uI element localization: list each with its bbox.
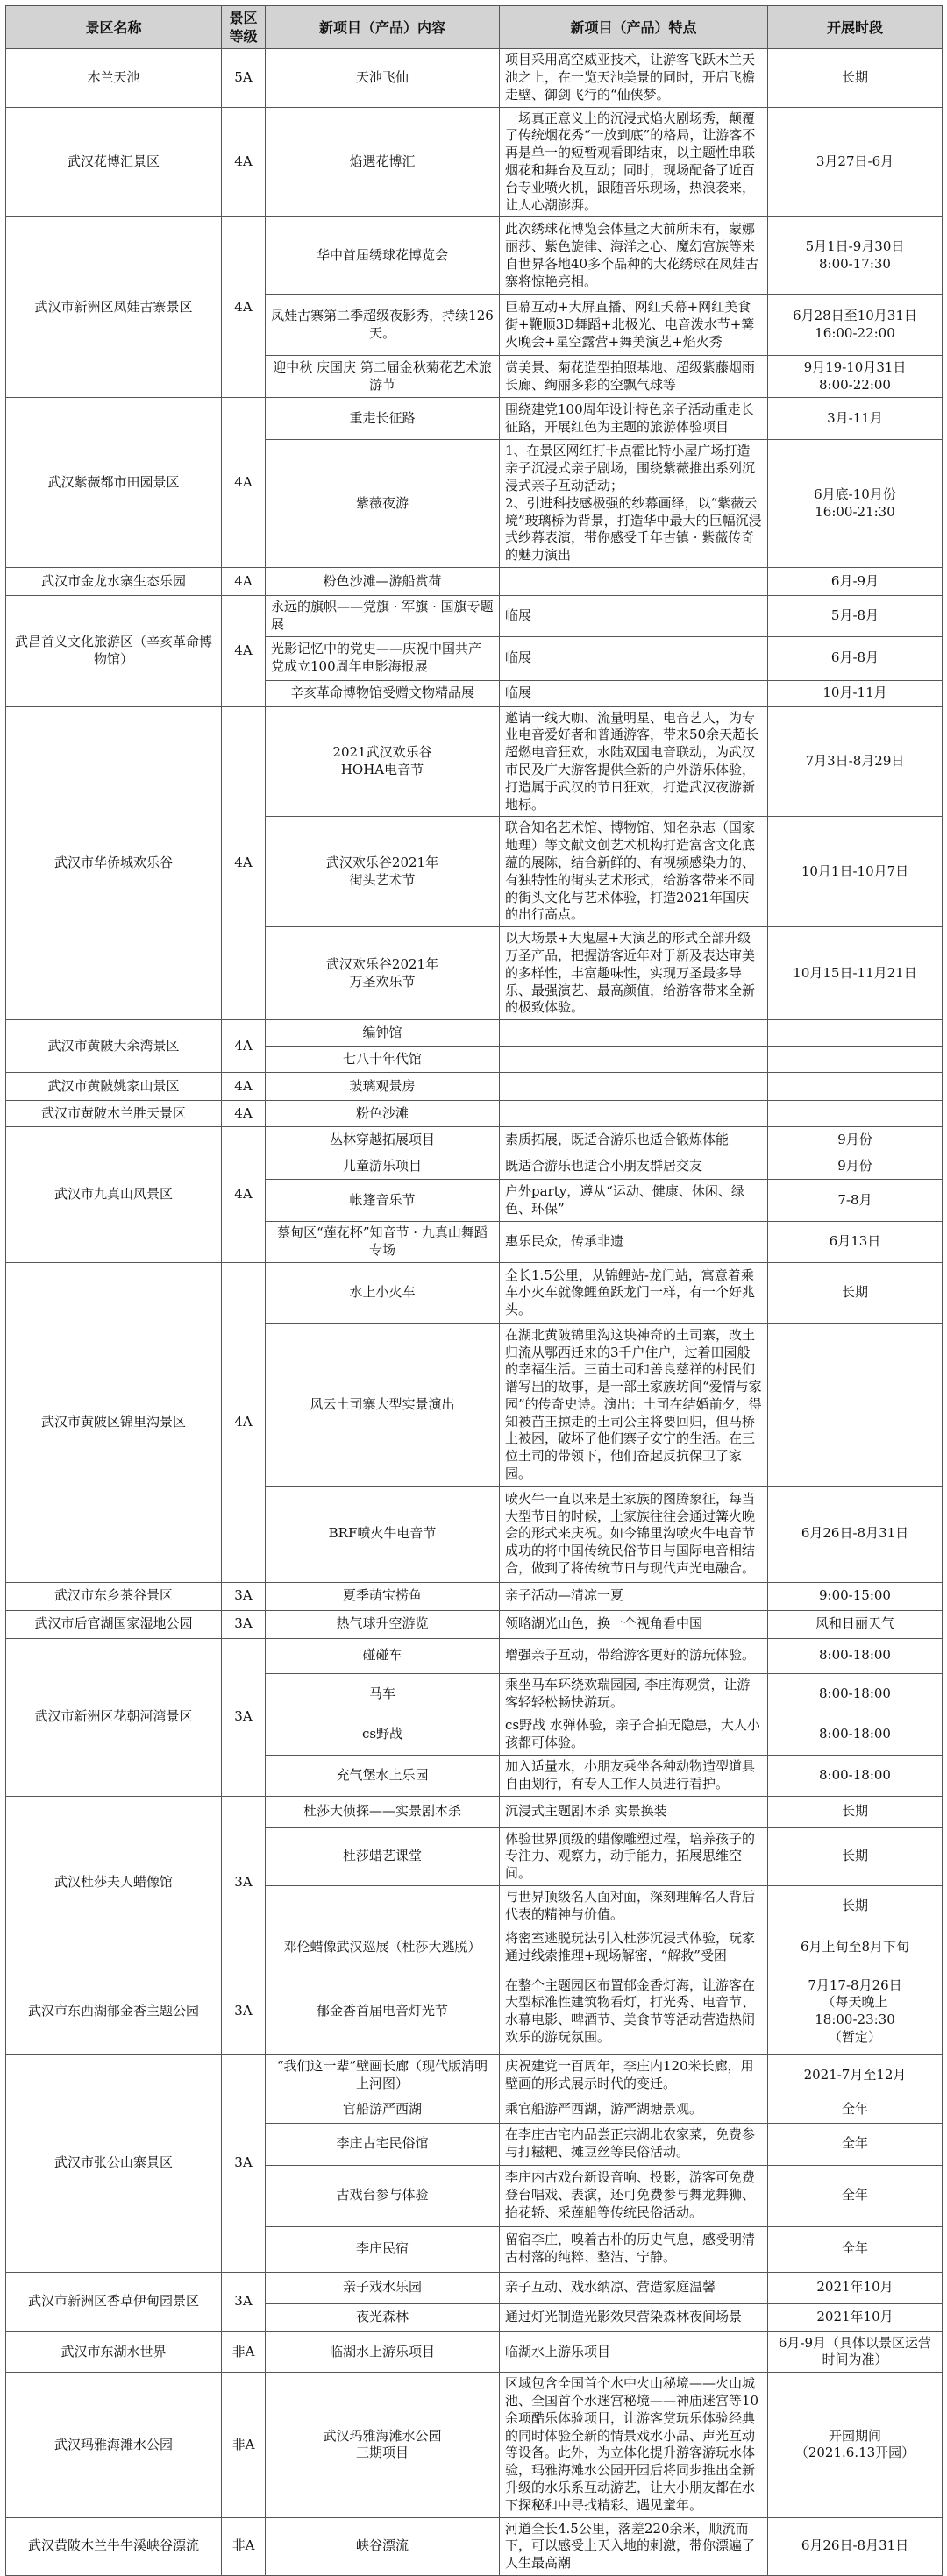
period-cell: 长期 <box>768 1827 943 1885</box>
product-content-cell: 帐篷音乐节 <box>266 1180 500 1222</box>
header-product-feature: 新项目（产品）特点 <box>500 6 768 49</box>
product-feature-cell: 1、在景区网红打卡点霍比特小屋广场打造亲子沉浸式亲子剧场，围绕紫薇推出系列沉浸式亲子互动活动； 2、引进科技感极强的纱幕画绎，以“紫薇云境”玻璃桥为背景，打造华中最大的巨幅沉浸式纱幕表演，带你感受千年古镇 · 紫薇传奇的魅力演出 <box>500 440 768 568</box>
product-feature-cell: 李庄内古戏台新设音响、投影，游客可免费登台唱戏、表演，还可免费参与舞龙舞狮、抬花轿、采莲船等传统民俗活动。 <box>500 2165 768 2226</box>
period-cell: 9月份 <box>768 1127 943 1153</box>
table-row <box>6 1969 943 2054</box>
product-feature-cell: 联合知名艺术馆、博物馆、知名杂志（国家地理）等文献文创艺术机构打造富含文化底蕴的展陈，结合新鲜的、有视频感染力的、有独特性的街头艺术形式，给游客带来不同的街头文化与艺术体验，打造2021年国庆的出行高点。 <box>500 817 768 927</box>
scenic-level-cell: 4A <box>222 1262 266 1582</box>
product-content-cell: 武汉欢乐谷2021年 街头艺术节 <box>266 817 500 927</box>
product-content-cell: 粉色沙滩 <box>266 1101 500 1127</box>
product-feature-cell: 围绕建党100周年设计特色亲子活动重走长征路，开展红色为主题的旅游体验项目 <box>500 398 768 440</box>
period-cell: 6月26日-8月31日 <box>768 2517 943 2575</box>
header-product-content: 新项目（产品）内容 <box>266 6 500 49</box>
scenic-level-cell: 4A <box>222 1101 266 1127</box>
scenic-name-cell: 武汉市新洲区香草伊甸园景区 <box>6 2272 222 2331</box>
product-feature-cell: 全长1.5公里，从锦鲤站-龙门站，寓意着乘车小火车就像鲤鱼跃龙门一样，有一个好兆头。 <box>500 1262 768 1323</box>
table-row <box>6 1101 943 1127</box>
table-row <box>6 595 943 636</box>
period-cell: 8:00-18:00 <box>768 1638 943 1673</box>
product-feature-cell: 临湖水上游乐项目 <box>500 2331 768 2373</box>
scenic-level-cell: 3A <box>222 1582 266 1610</box>
product-feature-cell: 体验世界顶级的蜡像雕塑过程，培养孩子的专注力、观察力，动手能力，拓展思维空间。 <box>500 1827 768 1885</box>
product-content-cell: 凤娃古寨第二季超级夜影秀，持续126天。 <box>266 295 500 356</box>
product-content-cell: 蔡甸区“莲花杯”知音节 · 九真山舞蹈专场 <box>266 1222 500 1263</box>
scenic-level-cell: 3A <box>222 1610 266 1638</box>
product-content-cell: 永远的旗帜——党旗 · 军旗 · 国旗专题展 <box>266 595 500 636</box>
product-content-cell: 天池飞仙 <box>266 49 500 107</box>
product-content-cell: 光影记忆中的党史——庆祝中国共产党成立100周年电影海报展 <box>266 636 500 680</box>
period-cell <box>768 1323 943 1486</box>
scenic-level-cell: 4A <box>222 1073 266 1101</box>
period-cell: 长期 <box>768 1886 943 1927</box>
scenic-level-cell: 4A <box>222 567 266 595</box>
product-content-cell: 李庄民宿 <box>266 2226 500 2272</box>
header-scenic-level: 景区等级 <box>222 6 266 49</box>
scenic-name-cell: 武汉杜莎夫人蜡像馆 <box>6 1796 222 1969</box>
product-feature-cell: 邀请一线大咖、流量明星、电音艺人，为专业电音爱好者和普通游客，带来50余天超长超燃电音狂欢，水陆双国电音联动，为武汉市民及广大游客提供全新的户外游乐体验，打造属于武汉的节日狂欢，打造武汉夜游新地标。 <box>500 706 768 817</box>
table-row <box>6 1796 943 1827</box>
table-row <box>6 107 943 217</box>
scenic-name-cell: 木兰天池 <box>6 49 222 107</box>
period-cell: 8:00-18:00 <box>768 1673 943 1714</box>
product-content-cell: 亲子戏水乐园 <box>266 2272 500 2303</box>
period-cell <box>768 1073 943 1101</box>
product-content-cell: 七八十年代馆 <box>266 1047 500 1073</box>
scenic-name-cell: 武汉市后官湖国家湿地公园 <box>6 1610 222 1638</box>
product-feature-cell: 一场真正意义上的沉浸式焰火剧场秀，颠覆了传统烟花秀“一放到底”的格局，让游客不再是单一的短暂观看即结束，以主题性串联烟花和舞台及互动；同时，现场配备了近百台专业喷火机，跟随音乐现场，热浪袭来，让人心潮澎湃。 <box>500 107 768 217</box>
table-row <box>6 2373 943 2517</box>
scenic-level-cell: 非A <box>222 2331 266 2373</box>
product-feature-cell: 亲子互动、戏水纳凉、营造家庭温馨 <box>500 2272 768 2303</box>
product-feature-cell: 区域包含全国首个水中火山秘境——火山城池、全国首个水迷宫秘境——神庙迷宫等10余项酷乐体验项目，让游客赏玩乐体验经典的同时体验全新的情景戏水小品、声光互动等设备。此外，为立体化提升游客游玩水体验，玛雅海滩水公园开园后将同步推出全新升级的水乐系互动游艺，让大小朋友都在水下探秘和中寻找精彩、遇见童年。 <box>500 2373 768 2517</box>
scenic-level-cell: 非A <box>222 2517 266 2575</box>
period-cell: 开园期间 （2021.6.13开园） <box>768 2373 943 2517</box>
scenic-name-cell: 武汉市黄陂姚家山景区 <box>6 1073 222 1101</box>
product-content-cell: 郁金香首届电音灯光节 <box>266 1969 500 2054</box>
product-content-cell <box>266 1886 500 1927</box>
product-feature-cell: 户外party，遵从“运动、健康、休闲、绿色、环保” <box>500 1180 768 1222</box>
product-content-cell: BRF喷火牛电音节 <box>266 1486 500 1582</box>
scenic-name-cell: 武昌首义文化旅游区（辛亥革命博物馆） <box>6 595 222 706</box>
product-content-cell: 热气球升空游览 <box>266 1610 500 1638</box>
product-feature-cell <box>500 567 768 595</box>
scenic-name-cell: 武汉市张公山寨景区 <box>6 2054 222 2272</box>
product-feature-cell: 项目采用高空威亚技术，让游客飞跃木兰天池之上，在一览天池美景的同时，开启飞檐走壁、御剑飞行的“仙侠梦。 <box>500 49 768 107</box>
product-feature-cell: 临展 <box>500 636 768 680</box>
product-feature-cell: 领略湖光山色，换一个视角看中国 <box>500 1610 768 1638</box>
scenic-name-cell: 武汉市黄陂区锦里沟景区 <box>6 1262 222 1582</box>
scenic-name-cell: 武汉市九真山风景区 <box>6 1127 222 1263</box>
product-content-cell: 儿童游乐项目 <box>266 1153 500 1180</box>
period-cell: 7月17-8月26日 （每天晚上 18:00-23:30 （暂定） <box>768 1969 943 2054</box>
period-cell: 9:00-15:00 <box>768 1582 943 1610</box>
product-content-cell: “我们这一辈”壁画长廊（现代版清明上河图） <box>266 2054 500 2097</box>
scenic-name-cell: 武汉市黄陂木兰胜天景区 <box>6 1101 222 1127</box>
product-content-cell: 紫薇夜游 <box>266 440 500 568</box>
product-feature-cell: 以大场景+大鬼屋+大演艺的形式全部升级万圣产品，把握游客近年对于新及表达审美的多样性，丰富趣味性，实现万圣最多导乐、最强演艺、最高颜值，给游客带来全新的极致体验。 <box>500 927 768 1020</box>
product-content-cell: 马车 <box>266 1673 500 1714</box>
product-feature-cell: 乘官船游严西湖，游严湖塘景观。 <box>500 2097 768 2123</box>
period-cell: 9月19-10月31日 8:00-22:00 <box>768 356 943 398</box>
scenic-level-cell: 3A <box>222 1796 266 1969</box>
product-feature-cell: 在李庄古宅内品尝正宗湖北农家菜，免费参与打糍粑、摊豆丝等民俗活动。 <box>500 2123 768 2165</box>
product-content-cell: 粉色沙滩—游船赏荷 <box>266 567 500 595</box>
product-feature-cell: 河道全长4.5公里，落差220余米，顺流而下，可以感受上天入地的刺激，带你漂遍了人生最高潮 <box>500 2517 768 2575</box>
table-row <box>6 1020 943 1047</box>
period-cell: 5月1日-9月30日 8:00-17:30 <box>768 217 943 295</box>
scenic-name-cell: 武汉市金龙水寨生态乐园 <box>6 567 222 595</box>
product-content-cell: 夏季萌宝捞鱼 <box>266 1582 500 1610</box>
scenic-name-cell: 武汉市黄陂大余湾景区 <box>6 1020 222 1073</box>
scenic-level-cell: 非A <box>222 2373 266 2517</box>
table-row <box>6 706 943 817</box>
product-content-cell: 碰碰车 <box>266 1638 500 1673</box>
product-feature-cell: 惠乐民众，传承非遗 <box>500 1222 768 1263</box>
product-feature-cell <box>500 1101 768 1127</box>
period-cell: 6月-9月 <box>768 567 943 595</box>
scenic-level-cell: 4A <box>222 1127 266 1263</box>
product-content-cell: 武汉玛雅海滩水公园 三期项目 <box>266 2373 500 2517</box>
scenic-level-cell: 3A <box>222 1638 266 1796</box>
period-cell: 10月-11月 <box>768 680 943 706</box>
period-cell: 8:00-18:00 <box>768 1714 943 1756</box>
product-content-cell: 李庄古宅民俗馆 <box>266 2123 500 2165</box>
product-content-cell: 邓伦蜡像武汉巡展（杜莎大逃脱） <box>266 1927 500 1969</box>
activity-table <box>5 5 942 2576</box>
table-row <box>6 2517 943 2575</box>
product-feature-cell <box>500 1073 768 1101</box>
period-cell: 7-8月 <box>768 1180 943 1222</box>
product-feature-cell: 乘坐马车环绕欢瑞园园, 李庄海观赏，让游客轻轻松畅快游玩。 <box>500 1673 768 1714</box>
header-period: 开展时段 <box>768 6 943 49</box>
period-cell: 长期 <box>768 1262 943 1323</box>
product-content-cell: 辛亥革命博物馆受赠文物精品展 <box>266 680 500 706</box>
period-cell: 全年 <box>768 2165 943 2226</box>
period-cell: 6月-9月（具体以景区运营时间为准） <box>768 2331 943 2373</box>
product-content-cell: 风云土司寨大型实景演出 <box>266 1323 500 1486</box>
period-cell <box>768 1020 943 1047</box>
table-row <box>6 49 943 107</box>
period-cell: 长期 <box>768 49 943 107</box>
scenic-name-cell: 武汉市东乡茶谷景区 <box>6 1582 222 1610</box>
product-content-cell: 杜莎蜡艺课堂 <box>266 1827 500 1885</box>
scenic-level-cell: 3A <box>222 2054 266 2272</box>
period-cell: 5月-8月 <box>768 595 943 636</box>
scenic-level-cell: 4A <box>222 706 266 1020</box>
product-feature-cell <box>500 1020 768 1047</box>
scenic-level-cell: 4A <box>222 398 266 568</box>
scenic-name-cell: 武汉市东湖水世界 <box>6 2331 222 2373</box>
period-cell: 风和日丽天气 <box>768 1610 943 1638</box>
scenic-name-cell: 武汉市新洲区凤娃古寨景区 <box>6 217 222 398</box>
header-row <box>6 6 943 49</box>
product-feature-cell: 在整个主题园区布置郁金香灯海，让游客在大型标准性建筑物看灯，打光秀、电音节、水幕电影、啤酒节、美食节等活动营造热闹欢乐的游玩氛围。 <box>500 1969 768 2054</box>
scenic-name-cell: 武汉玛雅海滩水公园 <box>6 2373 222 2517</box>
product-feature-cell: 庆祝建党一百周年，李庄内120米长廊，用壁画的形式展示时代的变迁。 <box>500 2054 768 2097</box>
table-row <box>6 2272 943 2303</box>
product-content-cell: 临湖水上游乐项目 <box>266 2331 500 2373</box>
product-feature-cell: 将密室逃脱玩法引入杜莎沉浸式体验，玩家通过线索推理+现场解密，“解救”受困 <box>500 1927 768 1969</box>
product-feature-cell: 喷火牛一直以来是土家族的图腾象征，每当大型节日的时候，土家族往往会通过篝火晚会的形式来庆祝。如今锦里沟喷火牛电音节成功的将中国传统民俗节日与国际电音相结合，做到了将传统节日与现代声光电融合。 <box>500 1486 768 1582</box>
product-content-cell: 充气堡水上乐园 <box>266 1756 500 1797</box>
product-content-cell: cs野战 <box>266 1714 500 1756</box>
product-feature-cell: 加入适量水，小朋友乘坐各种动物造型道具自由划行，有专人工作人员进行看护。 <box>500 1756 768 1797</box>
table-row <box>6 398 943 440</box>
product-content-cell: 古戏台参与体验 <box>266 2165 500 2226</box>
period-cell <box>768 1047 943 1073</box>
header-scenic-name: 景区名称 <box>6 6 222 49</box>
product-feature-cell: 与世界顶级名人面对面，深刻理解名人背后代表的精神与价值。 <box>500 1886 768 1927</box>
scenic-name-cell: 武汉花博汇景区 <box>6 107 222 217</box>
product-feature-cell: 通过灯光制造光影效果营染森林夜间场景 <box>500 2303 768 2331</box>
product-content-cell: 编钟馆 <box>266 1020 500 1047</box>
scenic-level-cell: 4A <box>222 107 266 217</box>
period-cell: 6月-8月 <box>768 636 943 680</box>
product-content-cell: 峡谷漂流 <box>266 2517 500 2575</box>
table-row <box>6 1262 943 1323</box>
scenic-name-cell: 武汉市华侨城欢乐谷 <box>6 706 222 1020</box>
scenic-level-cell: 3A <box>222 1969 266 2054</box>
product-content-cell: 迎中秋 庆国庆 第二届金秋菊花艺术旅游节 <box>266 356 500 398</box>
scenic-name-cell: 武汉黄陂木兰牛牛溪峡谷漂流 <box>6 2517 222 2575</box>
table-row <box>6 1582 943 1610</box>
product-content-cell: 夜光森林 <box>266 2303 500 2331</box>
period-cell: 3月27日-6月 <box>768 107 943 217</box>
product-feature-cell: 在湖北黄陂锦里沟这块神奇的土司寨，改土归流从鄂西迁来的3千户住户，过着田园般的幸福生活。三苗土司和善良慈祥的村民们谱写出的故事，是一部土家族坊间“爱情与家园”的传奇史诗。演出：土司在结婚前夕，得知被苗王掠走的土司公主将要回归，但马桥上被困，破坏了他们寨子安宁的生活。在三位土司的带领下，他们奋起反抗保卫了家园。 <box>500 1323 768 1486</box>
period-cell: 长期 <box>768 1796 943 1827</box>
product-feature-cell: 素质拓展，既适合游乐也适合锻炼体能 <box>500 1127 768 1153</box>
product-content-cell: 武汉欢乐谷2021年 万圣欢乐节 <box>266 927 500 1020</box>
period-cell: 全年 <box>768 2123 943 2165</box>
product-feature-cell: 增强亲子互动，带给游客更好的游玩体验。 <box>500 1638 768 1673</box>
period-cell: 10月15日-11月21日 <box>768 927 943 1020</box>
period-cell: 9月份 <box>768 1153 943 1180</box>
table-row <box>6 2054 943 2097</box>
scenic-name-cell: 武汉市东西湖郁金香主题公园 <box>6 1969 222 2054</box>
product-feature-cell: 巨幕互动+大屏直播、网红夭幕+网红美食街+鞭顺3D舞蹈+北极光、电音泼水节+篝火晚会+星空露营+舞美演艺+焰火秀 <box>500 295 768 356</box>
period-cell: 全年 <box>768 2226 943 2272</box>
table-row <box>6 1127 943 1153</box>
scenic-name-cell: 武汉市新洲区花朝河湾景区 <box>6 1638 222 1796</box>
product-content-cell: 2021武汉欢乐谷 HOHA电音节 <box>266 706 500 817</box>
product-feature-cell: 留宿李庄，嗅着古朴的历史气息，感受明清古村落的纯粹、整洁、宁静。 <box>500 2226 768 2272</box>
table-body <box>6 49 943 2576</box>
table-row <box>6 2331 943 2373</box>
period-cell: 6月底-10月份 16:00-21:30 <box>768 440 943 568</box>
period-cell: 6月28日至10月31日 16:00-22:00 <box>768 295 943 356</box>
period-cell: 2021年10月 <box>768 2272 943 2303</box>
period-cell: 全年 <box>768 2097 943 2123</box>
scenic-name-cell: 武汉紫薇都市田园景区 <box>6 398 222 568</box>
scenic-level-cell: 4A <box>222 595 266 706</box>
table-row <box>6 1073 943 1101</box>
product-content-cell: 重走长征路 <box>266 398 500 440</box>
product-feature-cell: 亲子活动—清凉一夏 <box>500 1582 768 1610</box>
period-cell: 8:00-18:00 <box>768 1756 943 1797</box>
period-cell: 10月1日-10月7日 <box>768 817 943 927</box>
product-content-cell: 水上小火车 <box>266 1262 500 1323</box>
product-feature-cell: 临展 <box>500 680 768 706</box>
period-cell: 6月上旬至8月下旬 <box>768 1927 943 1969</box>
period-cell <box>768 1101 943 1127</box>
scenic-level-cell: 4A <box>222 1020 266 1073</box>
product-feature-cell <box>500 1047 768 1073</box>
table-row <box>6 567 943 595</box>
table-row <box>6 1638 943 1673</box>
product-feature-cell: cs野战 水弹体验，亲子合拍无隐患，大人小孩都可体验。 <box>500 1714 768 1756</box>
period-cell: 7月3日-8月29日 <box>768 706 943 817</box>
product-feature-cell: 赏美景、菊花造型拍照基地、超级紫藤烟雨长廊、绚丽多彩的空飘气球等 <box>500 356 768 398</box>
product-content-cell: 焰遇花博汇 <box>266 107 500 217</box>
product-content-cell: 华中首届绣球花博览会 <box>266 217 500 295</box>
product-feature-cell: 既适合游乐也适合小朋友群居交友 <box>500 1153 768 1180</box>
product-content-cell: 杜莎大侦探——实景剧本杀 <box>266 1796 500 1827</box>
scenic-level-cell: 4A <box>222 217 266 398</box>
period-cell: 2021年10月 <box>768 2303 943 2331</box>
product-content-cell: 玻璃观景房 <box>266 1073 500 1101</box>
activity-table-grid <box>5 5 943 2576</box>
period-cell: 6月26日-8月31日 <box>768 1486 943 1582</box>
product-feature-cell: 沉浸式主题剧本杀 实景换装 <box>500 1796 768 1827</box>
product-content-cell: 官船游严西湖 <box>266 2097 500 2123</box>
period-cell: 3月-11月 <box>768 398 943 440</box>
table-row <box>6 217 943 295</box>
product-feature-cell: 临展 <box>500 595 768 636</box>
period-cell: 6月13日 <box>768 1222 943 1263</box>
product-feature-cell: 此次绣球花博览会体量之大前所未有，蒙娜丽莎、紫色旋律、海洋之心、魔幻宫族等来自世界各地40多个品种的大花绣球在凤娃古寨将惊艳亮相。 <box>500 217 768 295</box>
product-content-cell: 丛林穿越拓展项目 <box>266 1127 500 1153</box>
scenic-level-cell: 3A <box>222 2272 266 2331</box>
table-row <box>6 1610 943 1638</box>
period-cell: 2021-7月至12月 <box>768 2054 943 2097</box>
scenic-level-cell: 5A <box>222 49 266 107</box>
